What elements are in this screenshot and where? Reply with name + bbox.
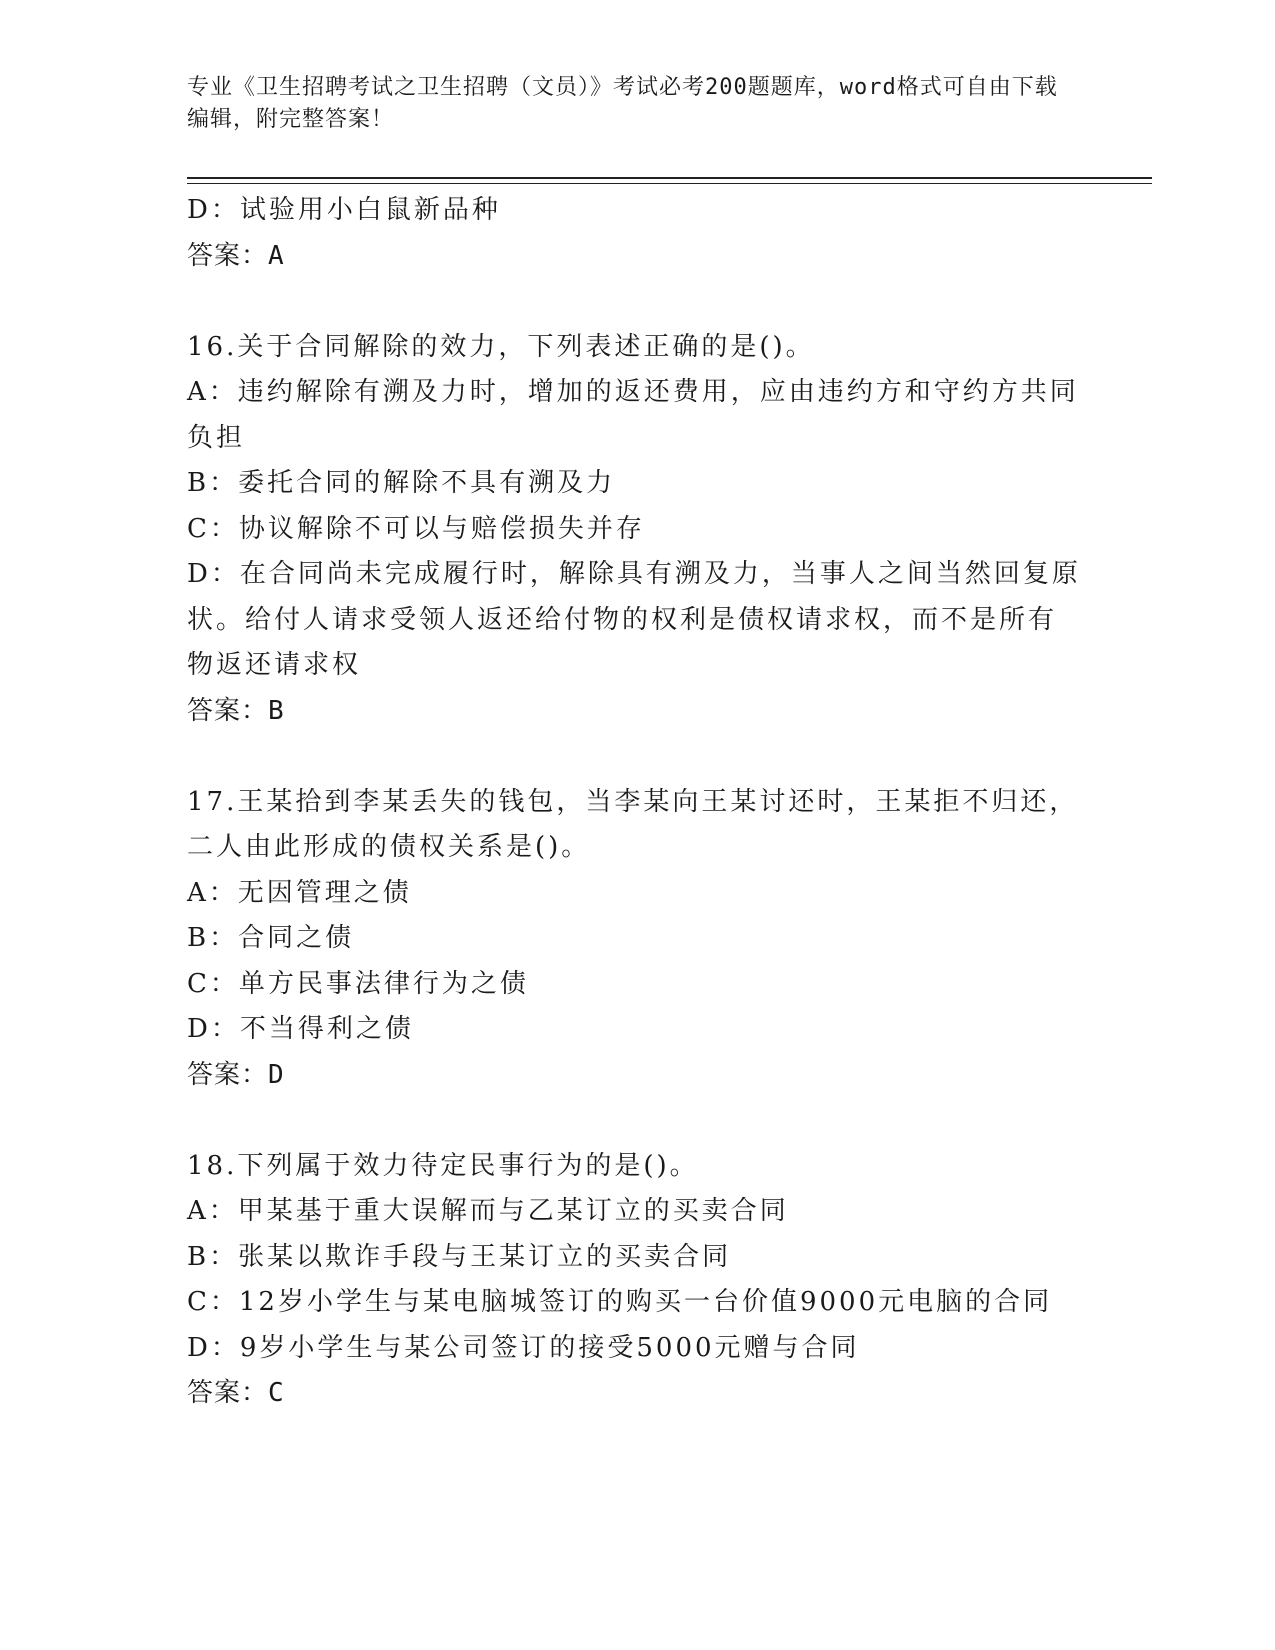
answer-line	[187, 1053, 1077, 1099]
option-d-continued: 状。给付人请求受领人返还给付物的权利是债权请求权，而不是所有	[187, 604, 1058, 635]
answer-value: D	[268, 1059, 285, 1090]
option-a: A：甲某基于重大误解而与乙某订立的买卖合同	[187, 1196, 789, 1226]
answer-label: 答案：	[187, 695, 269, 726]
answer-line	[187, 689, 1077, 735]
option-c: C：12岁小学生与某电脑城签订的购买一台价值9000元电脑的合同	[187, 1287, 1053, 1317]
question-stem: 17.王某拾到李某丢失的钱包，当李某向王某讨还时，王某拒不归还，	[187, 786, 1079, 817]
question-stem-continued: 二人由此形成的债权关系是()。	[187, 832, 591, 862]
answer-label: 答案：	[187, 1059, 269, 1090]
option-d: D：9岁小学生与某公司签订的接受5000元赠与合同	[187, 1332, 860, 1363]
option-b: B：张某以欺诈手段与王某订立的买卖合同	[187, 1241, 732, 1272]
answer-label: 答案：	[187, 240, 269, 271]
question-16	[187, 325, 1081, 735]
option-a: A：无因管理之债	[187, 877, 412, 908]
option-a-continued: 负担	[187, 422, 246, 453]
header-rule-thick	[187, 177, 1152, 179]
answer-line	[187, 1371, 1077, 1417]
question-18	[187, 1144, 1077, 1417]
document-header	[187, 72, 1067, 136]
answer-value: A	[268, 240, 285, 271]
option-d: D：试验用小白鼠新品种	[187, 195, 501, 225]
question-stem: 18.下列属于效力待定民事行为的是()。	[187, 1150, 699, 1181]
option-b: B：委托合同的解除不具有溯及力	[187, 468, 616, 498]
option-c: C：协议解除不可以与赔偿损失并存	[187, 513, 645, 544]
option-d: D：在合同尚未完成履行时，解除具有溯及力，当事人之间当然回复原	[187, 559, 1081, 589]
header-text: 专业《卫生招聘考试之卫生招聘（文员）》考试必考200题题库，word格式可自由下载编辑，附完整答案！	[187, 75, 1058, 132]
document-body	[187, 188, 1081, 1417]
spacer	[187, 279, 1077, 325]
answer-label: 答案：	[187, 1378, 269, 1408]
option-d: D：不当得利之债	[187, 1014, 414, 1044]
header-rule-thin	[187, 183, 1152, 184]
question-17	[187, 780, 1077, 1099]
question-stem: 16.关于合同解除的效力，下列表述正确的是()。	[187, 331, 815, 362]
answer-value: B	[268, 695, 285, 726]
answer-value: C	[268, 1378, 285, 1408]
spacer	[187, 1098, 1077, 1144]
option-a: A：违约解除有溯及力时，增加的返还费用，应由违约方和守约方共同	[187, 377, 1079, 407]
answer-line	[187, 234, 1077, 280]
option-b: B：合同之债	[187, 923, 355, 953]
spacer	[187, 734, 1077, 780]
option-c: C：单方民事法律行为之债	[187, 968, 529, 999]
option-d-continued: 物返还请求权	[187, 650, 362, 680]
